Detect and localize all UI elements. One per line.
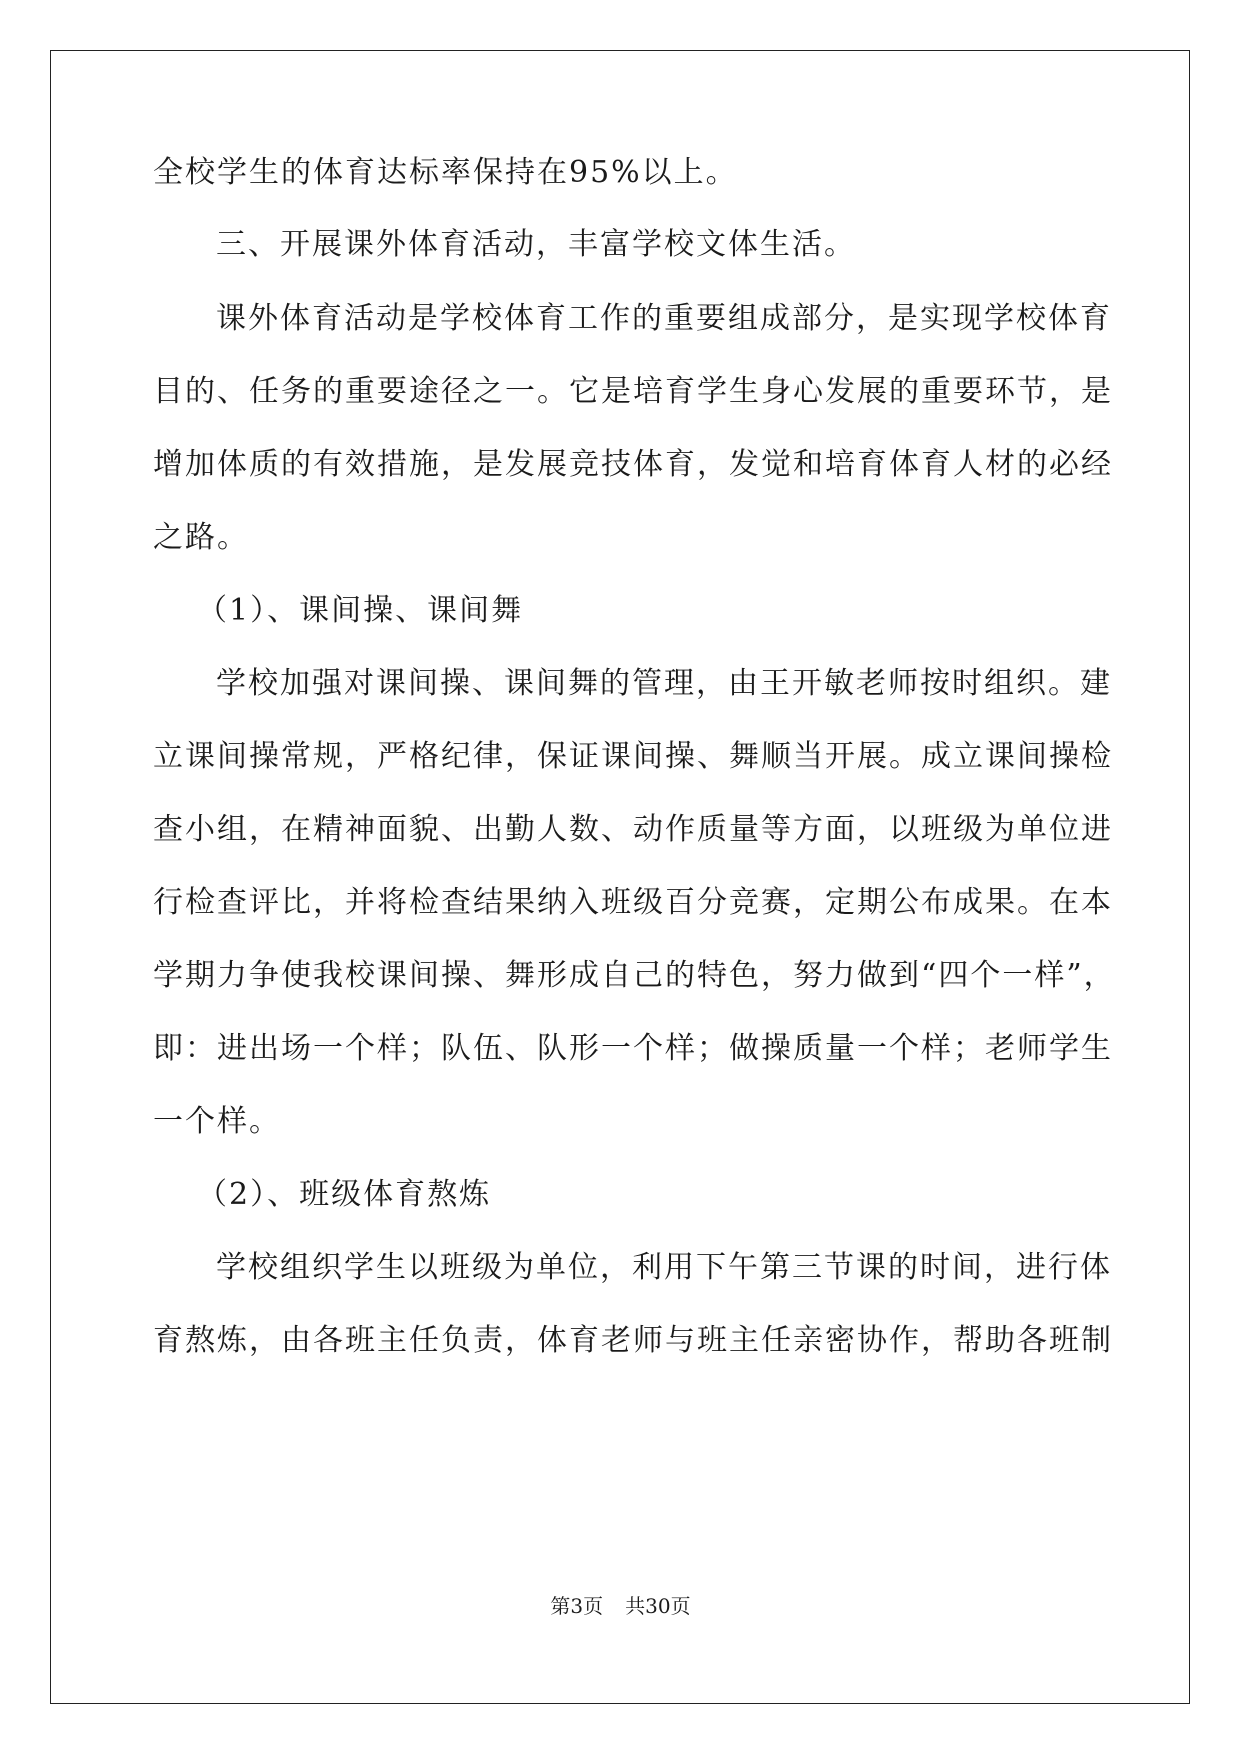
page-number-total: 共30页 xyxy=(625,1594,691,1618)
paragraph-line: 即：进出场一个样；队伍、队形一个样；做操质量一个样；老师学生 xyxy=(153,1031,1113,1066)
paragraph-line: 课外体育活动是学校体育工作的重要组成部分，是实现学校体育 xyxy=(216,301,1112,336)
paragraph-line: 全校学生的体育达标率保持在95%以上。 xyxy=(153,155,738,190)
paragraph-line: 查小组，在精神面貌、出勤人数、动作质量等方面，以班级为单位进 xyxy=(153,812,1113,847)
paragraph-line: 行检查评比，并将检查结果纳入班级百分竞赛，定期公布成果。在本 xyxy=(153,885,1113,920)
section-heading: 三、开展课外体育活动，丰富学校文体生活。 xyxy=(216,227,856,262)
subsection-heading: （1）、课间操、课间舞 xyxy=(197,593,524,628)
paragraph-line: 增加体质的有效措施，是发展竞技体育，发觉和培育体育人材的必经 xyxy=(153,447,1113,482)
page-footer xyxy=(0,1593,1241,1619)
paragraph-line: 学校加强对课间操、课间舞的管理，由王开敏老师按时组织。建 xyxy=(216,666,1112,701)
paragraph-line: 育熬炼，由各班主任负责，体育老师与班主任亲密协作，帮助各班制 xyxy=(153,1323,1113,1358)
paragraph-line: 目的、任务的重要途径之一。它是培育学生身心发展的重要环节，是 xyxy=(153,374,1113,409)
paragraph-line: 立课间操常规，严格纪律，保证课间操、舞顺当开展。成立课间操检 xyxy=(153,739,1113,774)
page-number-current: 第3页 xyxy=(550,1594,604,1618)
paragraph-line: 之路。 xyxy=(153,520,249,555)
paragraph-line: 学期力争使我校课间操、舞形成自己的特色，努力做到“四个一样”， xyxy=(153,958,1116,993)
paragraph-line: 一个样。 xyxy=(153,1104,281,1139)
subsection-heading: （2）、班级体育熬炼 xyxy=(197,1177,492,1212)
paragraph-line: 学校组织学生以班级为单位，利用下午第三节课的时间，进行体 xyxy=(216,1250,1112,1285)
